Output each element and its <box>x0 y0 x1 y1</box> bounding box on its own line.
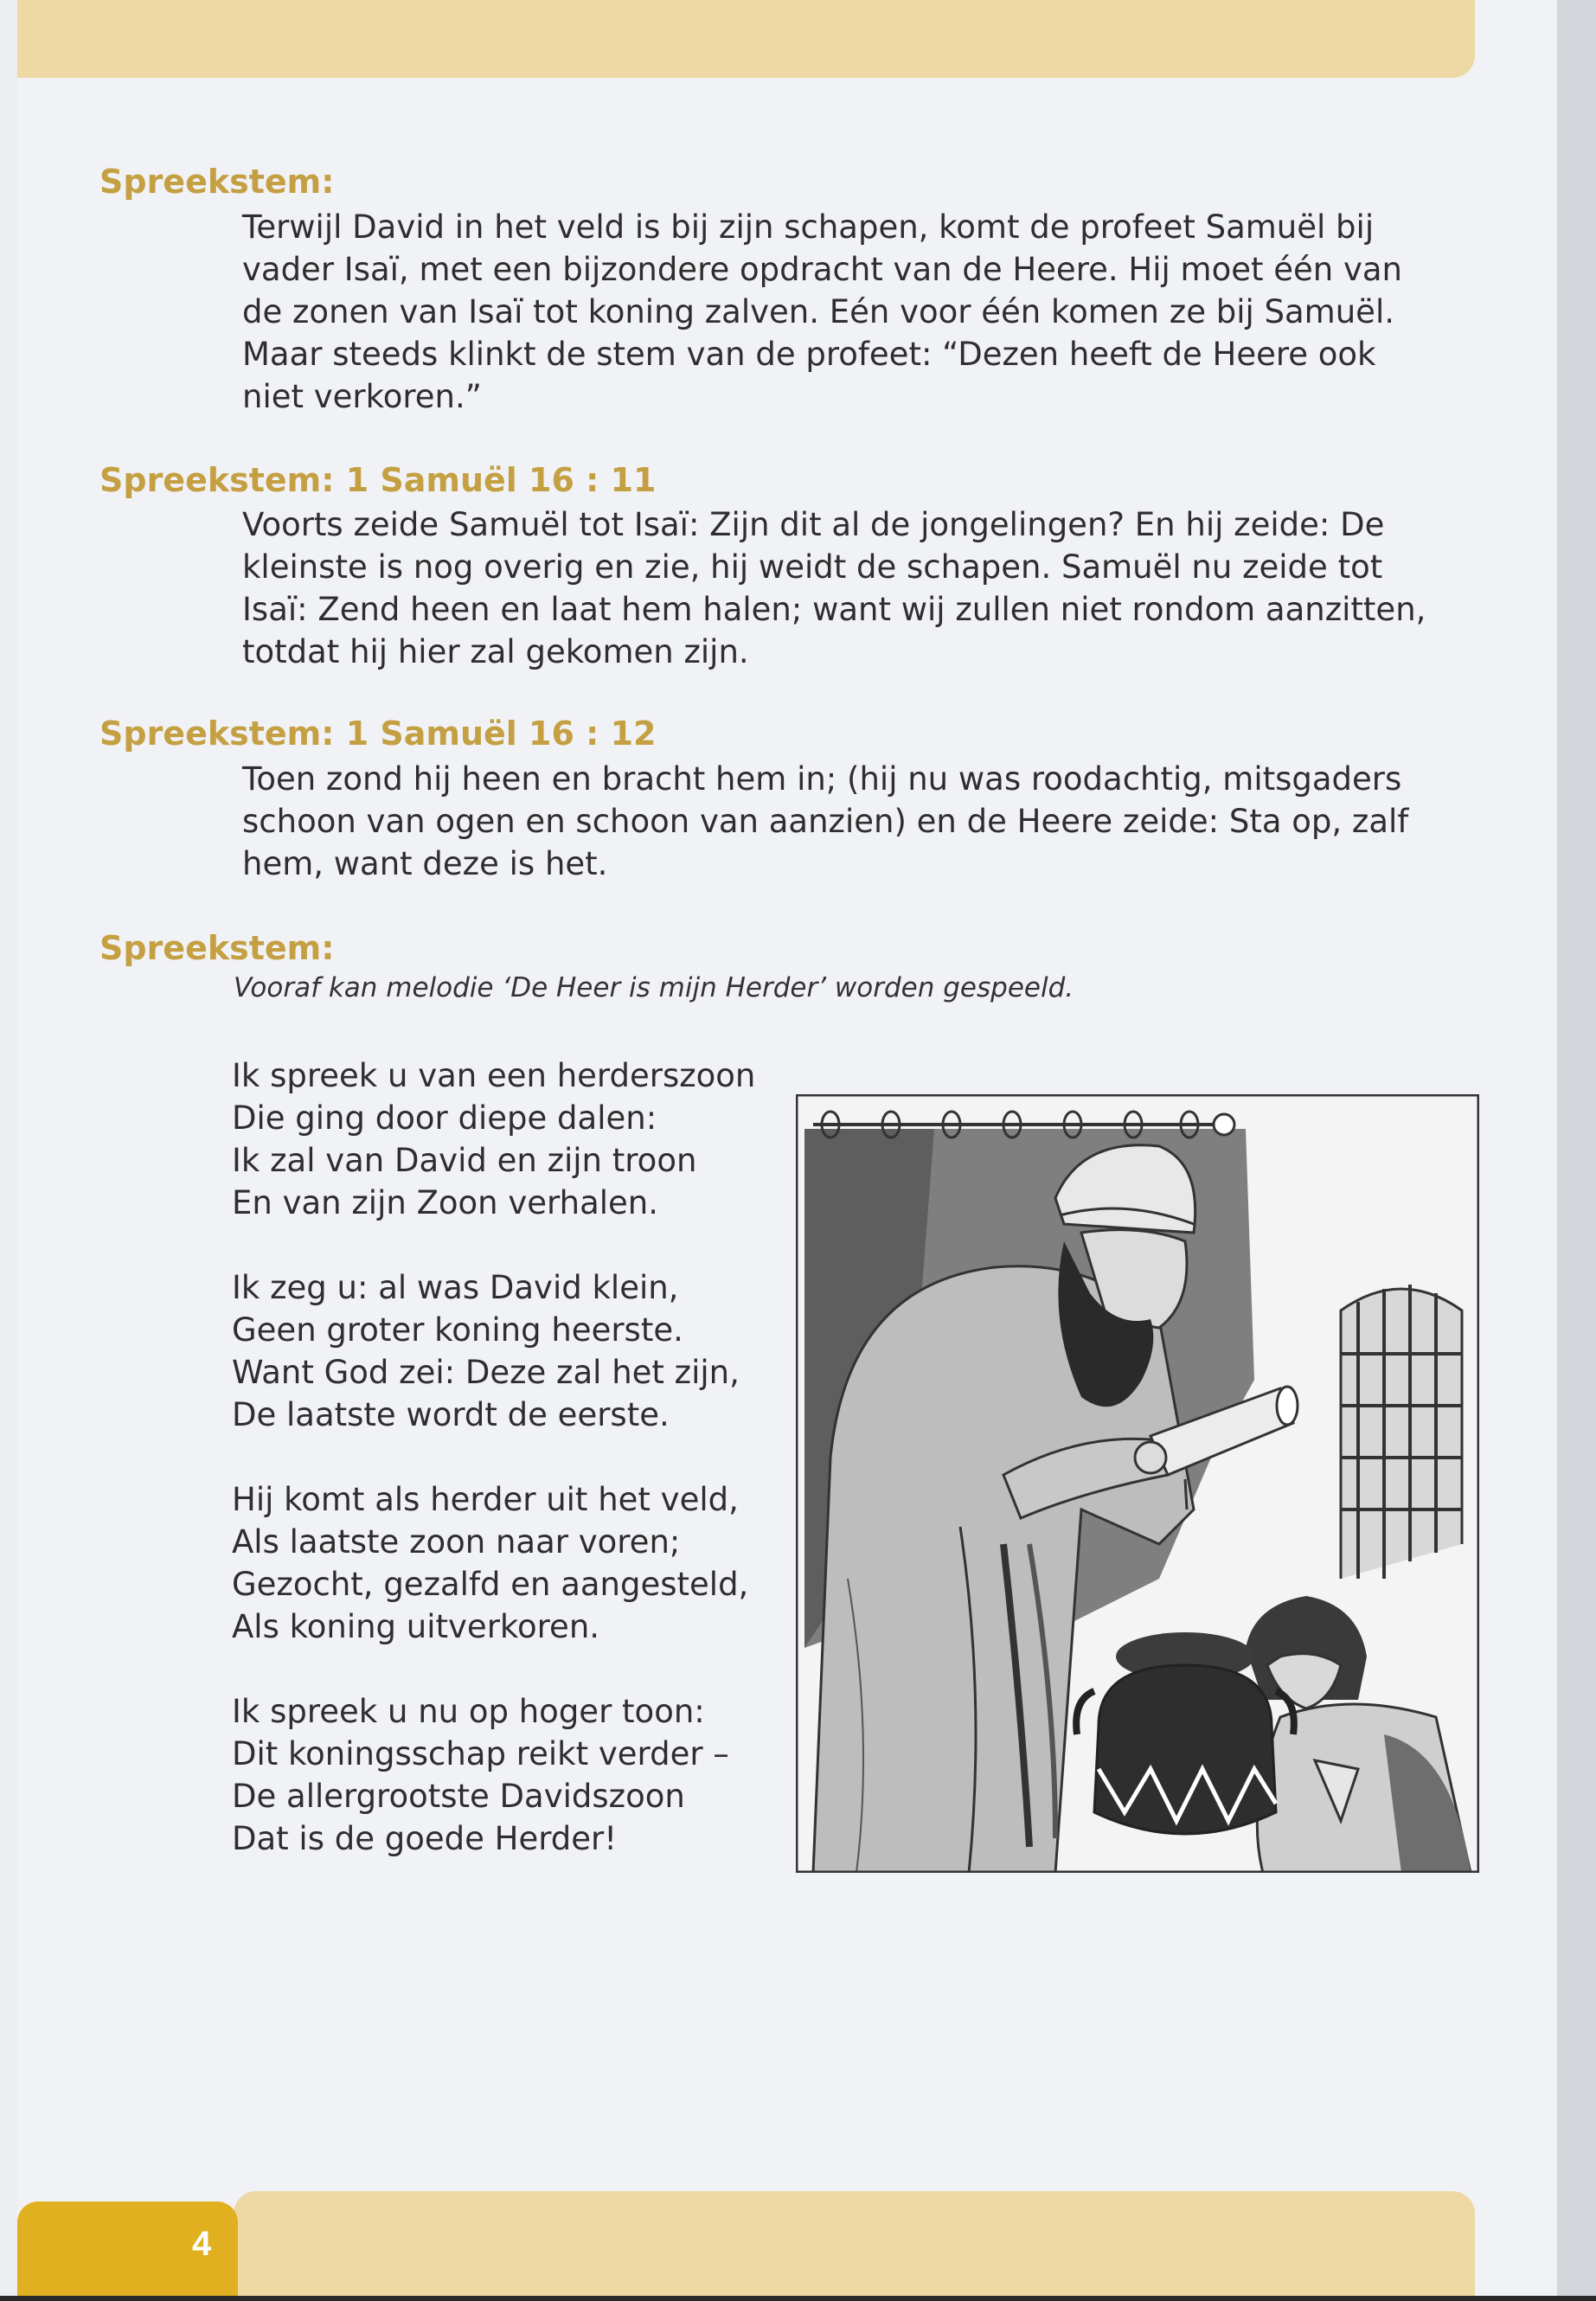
text-line: Toen zond hij heen en bracht hem in; (hij nu was roodachtig, mitsgaders <box>242 760 1402 798</box>
bottom-edge <box>0 2296 1596 2301</box>
section-heading: Spreekstem: 1 Samuël 16 : 12 <box>99 715 657 753</box>
anointing-illustration <box>796 1094 1479 1873</box>
section-paragraph <box>242 206 1514 418</box>
poem-line: Die ging door diepe dalen: <box>232 1099 657 1137</box>
text-line: hem, want deze is het. <box>242 845 608 882</box>
poem-line: Als koning uitverkoren. <box>232 1608 600 1645</box>
text-line: Terwijl David in het veld is bij zijn schapen, komt de profeet Samuël bij <box>242 208 1375 246</box>
section-heading: Spreekstem: <box>99 929 335 967</box>
section-paragraph <box>242 758 1514 885</box>
section-paragraph <box>242 503 1514 673</box>
text-line: Maar steeds klinkt de stem van de profeet: “Dezen heeft de Heere ook <box>242 336 1376 373</box>
section-heading: Spreekstem: 1 Samuël 16 : 11 <box>99 461 657 499</box>
poem-stanza <box>232 1054 755 1224</box>
text-line: niet verkoren.” <box>242 378 482 415</box>
text-line: de zonen van Isaï tot koning zalven. Eén voor één komen ze bij Samuël. <box>242 293 1394 330</box>
page-edge <box>1557 0 1596 2301</box>
poem-line: Ik zal van David en zijn troon <box>232 1142 697 1179</box>
footer-band <box>234 2191 1475 2297</box>
poem-stanza <box>232 1478 748 1648</box>
poem-line: De laatste wordt de eerste. <box>232 1396 670 1433</box>
performance-note: Vooraf kan melodie ‘De Heer is mijn Herder’ worden gespeeld. <box>234 972 1074 1003</box>
header-band <box>17 0 1475 78</box>
text-line: totdat hij hier zal gekomen zijn. <box>242 633 749 670</box>
text-line: schoon van ogen en schoon van aanzien) en de Heere zeide: Sta op, zalf <box>242 803 1409 840</box>
text-line: Isaï: Zend heen en laat hem halen; want wij zullen niet rondom aanzitten, <box>242 591 1426 628</box>
poem-line: Want God zei: Deze zal het zijn, <box>232 1354 740 1391</box>
poem-line: Als laatste zoon naar voren; <box>232 1523 681 1561</box>
text-line: Voorts zeide Samuël tot Isaï: Zijn dit al de jongelingen? En hij zeide: De <box>242 506 1385 543</box>
poem-line: De allergrootste Davidszoon <box>232 1778 685 1815</box>
text-line: kleinste is nog overig en zie, hij weidt de schapen. Samuël nu zeide tot <box>242 548 1383 586</box>
poem-line: En van zijn Zoon verhalen. <box>232 1184 658 1221</box>
poem-line: Ik spreek u van een herderszoon <box>232 1057 756 1094</box>
poem-line: Gezocht, gezalfd en aangesteld, <box>232 1566 749 1603</box>
poem-line: Dit koningsschap reikt verder – <box>232 1735 729 1772</box>
page-number: 4 <box>192 2225 212 2263</box>
poem-line: Ik spreek u nu op hoger toon: <box>232 1693 705 1730</box>
section-heading: Spreekstem: <box>99 163 335 201</box>
text-line: vader Isaï, met een bijzondere opdracht van de Heere. Hij moet één van <box>242 251 1402 288</box>
poem-line: Dat is de goede Herder! <box>232 1820 618 1857</box>
poem-stanza <box>232 1690 729 1860</box>
poem-line: Geen groter koning heerste. <box>232 1311 683 1349</box>
poem-line: Hij komt als herder uit het veld, <box>232 1481 739 1518</box>
poem-line: Ik zeg u: al was David klein, <box>232 1269 679 1306</box>
poem-stanza <box>232 1266 740 1436</box>
